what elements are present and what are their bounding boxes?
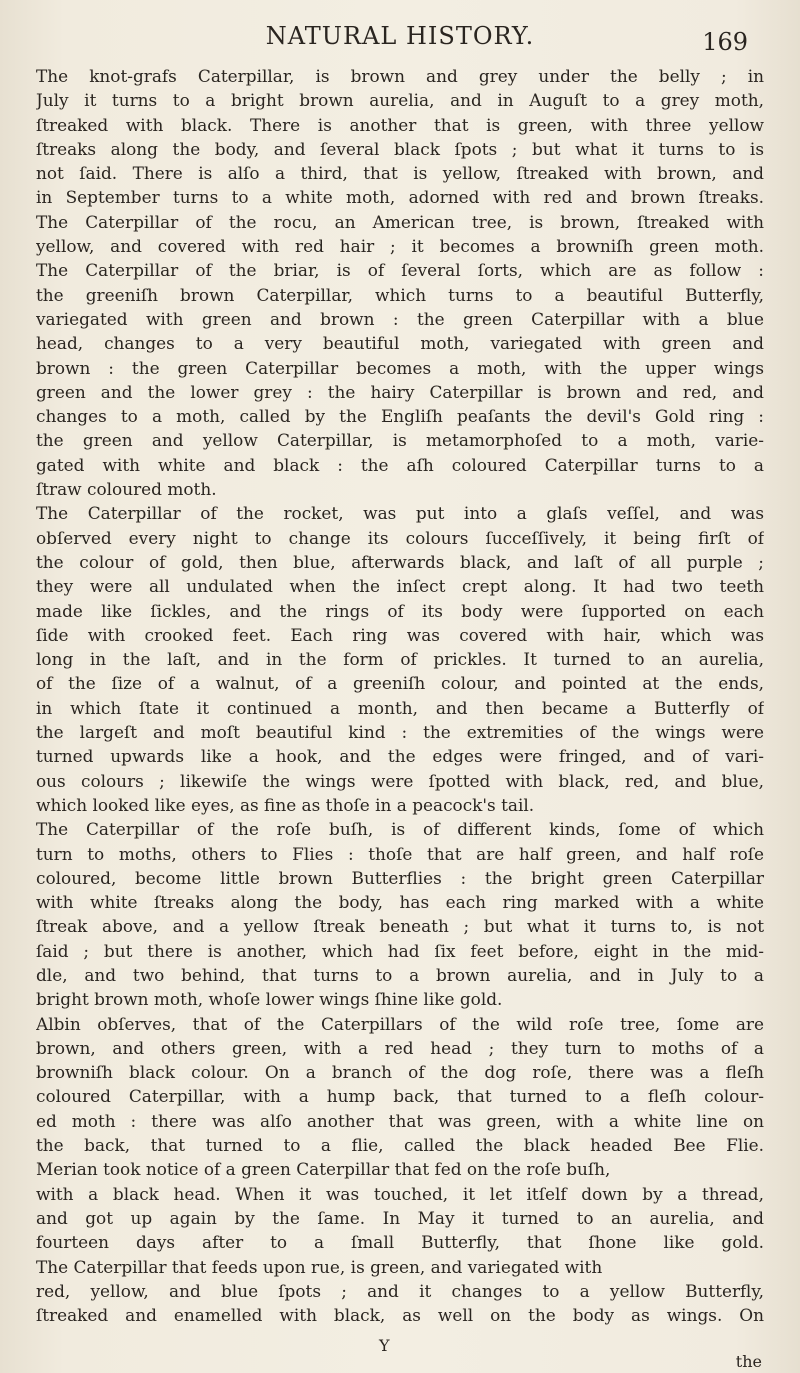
text-line: coloured, become little brown Butterflies : the bright green Caterpillar [36, 867, 764, 888]
text-line: ous colours ; likewiſe the wings were ſpotted with black, red, and blue, [36, 770, 764, 791]
text-line: red, yellow, and blue ſpots ; and it changes to a yellow Butterfly, [36, 1280, 764, 1301]
text-line: ſtreaks along the body, and ſeveral black ſpots ; but what it turns to is [36, 138, 764, 159]
text-line: The Caterpillar of the briar, is of ſeveral ſorts, which are as follow : [36, 260, 764, 281]
page-number: 169 [702, 28, 748, 56]
text-line: the largeſt and moſt beautiful kind : the extremities of the wings were [36, 722, 764, 743]
text-line: brown : the green Caterpillar becomes a moth, with the upper wings [36, 357, 764, 378]
text-line: with white ſtreaks along the body, has each ring marked with a white [36, 892, 764, 913]
text-line: with a black head. When it was touched, it let itſelf down by a thread, [36, 1183, 764, 1204]
text-line: the greeniſh brown Caterpillar, which turns to a beautiful Butterfly, [36, 284, 764, 305]
text-line: turn to moths, others to Flies : thoſe that are half green, and half roſe [36, 843, 764, 864]
text-line: Merian took notice of a green Caterpillar that fed on the roſe buſh, [36, 1159, 611, 1180]
text-line: gated with white and black : the aſh coloured Caterpillar turns to a [36, 454, 764, 475]
text-line: obſerved every night to change its colours ſucceſſively, it being firſt of [36, 527, 764, 548]
text-line: in which ſtate it continued a month, and then became a Butterfly of [36, 697, 764, 718]
text-line: dle, and two behind, that turns to a brown aurelia, and in July to a [36, 964, 764, 985]
text-line: ſide with crooked feet. Each ring was covered with hair, which was [36, 624, 764, 645]
text-line: The Caterpillar of the rocket, was put into a glaſs veſſel, and was [36, 503, 764, 524]
signature-mark: Y [379, 1336, 390, 1355]
text-line: they were all undulated when the inſect crept along. It had two teeth [36, 576, 764, 597]
text-line: changes to a moth, called by the Engliſh peaſants the devil's Gold ring : [36, 406, 764, 427]
text-line: ſaid ; but there is another, which had ſix feet before, eight in the mid- [36, 940, 764, 961]
text-line: and got up again by the ſame. In May it turned to an aurelia, and [36, 1207, 764, 1228]
text-line: the green and yellow Caterpillar, is metamorphoſed to a moth, varie- [36, 430, 764, 451]
text-line: The Caterpillar of the roſe buſh, is of different kinds, ſome of which [36, 819, 764, 840]
text-line: head, changes to a very beautiful moth, variegated with green and [36, 333, 764, 354]
text-line: of the ſize of a walnut, of a greeniſh colour, and pointed at the ends, [36, 673, 764, 694]
text-line: ed moth : there was alſo another that was green, with a white line on [36, 1110, 764, 1131]
text-line: the back, that turned to a flie, called the black headed Bee Flie. [36, 1135, 764, 1156]
text-line: ſtreaked with black. There is another that is green, with three yellow [36, 114, 764, 135]
text-line: The knot-grafs Caterpillar, is brown and grey under the belly ; in [36, 66, 764, 86]
text-line: fourteen days after to a ſmall Butterfly, that ſhone like gold. [36, 1232, 764, 1253]
catchword: the [735, 1352, 762, 1371]
text-line: The Caterpillar of the rocu, an American tree, is brown, ſtreaked with [36, 211, 764, 232]
text-line: July it turns to a bright brown aurelia, and in Auguſt to a grey moth, [36, 90, 764, 111]
running-title: NATURAL HISTORY. [265, 22, 535, 50]
text-line: the colour of gold, then blue, afterwards black, and laſt of all purple ; [36, 551, 764, 572]
text-line: bright brown moth, whoſe lower wings ſhine like gold. [36, 989, 503, 1010]
text-line: long in the laſt, and in the form of prickles. It turned to an aurelia, [36, 649, 764, 670]
text-line: browniſh black colour. On a branch of the dog roſe, there was a fleſh [36, 1062, 764, 1083]
text-line: turned upwards like a hook, and the edges were fringed, and of vari- [36, 746, 764, 767]
body-text [36, 64, 764, 1327]
text-line: which looked like eyes, as fine as thoſe in a peacock's tail. [36, 794, 535, 815]
text-line: in September turns to a white moth, adorned with red and brown ſtreaks. [36, 187, 764, 208]
text-line: ſtreaked and enamelled with black, as well on the body as wings. On [36, 1305, 764, 1326]
text-line: not ſaid. There is alſo a third, that is yellow, ſtreaked with brown, and [36, 163, 764, 184]
text-line: brown, and others green, with a red head ; they turn to moths of a [36, 1037, 764, 1058]
page-header [0, 14, 800, 54]
text-line: Albin obſerves, that of the Caterpillars of the wild roſe tree, ſome are [36, 1013, 764, 1034]
text-line: green and the lower grey : the hairy Caterpillar is brown and red, and [36, 381, 764, 402]
text-line: ſtreak above, and a yellow ſtreak beneath ; but what it turns to, is not [36, 916, 764, 937]
text-line: The Caterpillar that feeds upon rue, is green, and variegated with [36, 1256, 603, 1277]
text-line: yellow, and covered with red hair ; it becomes a browniſh green moth. [36, 236, 764, 257]
text-line: ſtraw coloured moth. [36, 479, 217, 500]
text-line: made like ſickles, and the rings of its body were ſupported on each [36, 600, 764, 621]
text-line: variegated with green and brown : the green Caterpillar with a blue [36, 308, 764, 329]
text-line: coloured Caterpillar, with a hump back, that turned to a fleſh colour- [36, 1086, 764, 1107]
